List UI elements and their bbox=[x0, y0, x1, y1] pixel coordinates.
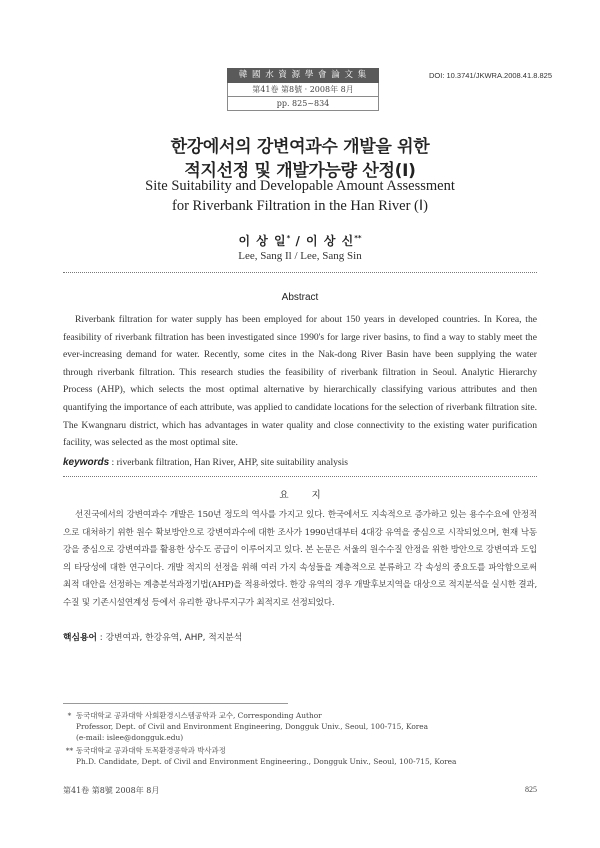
keywords-text: riverbank filtration, Han River, AHP, site suitability analysis bbox=[116, 457, 349, 468]
keywords-line bbox=[63, 457, 348, 468]
title-korean-line2: 적지선정 및 개발가능량 산정(Ⅰ) bbox=[184, 161, 416, 181]
divider-top bbox=[63, 272, 537, 273]
page-number: 825 bbox=[525, 785, 537, 794]
title-korean-line1: 한강에서의 강변여과수 개발을 위한 bbox=[170, 137, 430, 157]
authors-english: Lee, Sang Il / Lee, Sang Sin bbox=[238, 250, 362, 262]
keywords-korean-label: 핵심용어 bbox=[63, 633, 97, 643]
journal-volume: 第41卷 第8號 · 2008年 8月 bbox=[227, 83, 379, 97]
footnote-1-line3: (e-mail: islee@dongguk.edu) bbox=[76, 733, 184, 742]
keywords-korean-text: 강변여과, 한강유역, AHP, 적지분석 bbox=[105, 633, 243, 643]
title-english-line2: for Riverbank Filtration in the Han River (Ⅰ) bbox=[172, 198, 428, 214]
footer-issue: 第41卷 第8號 2008年 8月 bbox=[63, 786, 160, 795]
footnote-2-line2: Ph.D. Candidate, Dept. of Civil and Environment Engineering., Dongguk Univ., Seoul, 100-715, Korea bbox=[76, 757, 457, 766]
journal-pages: pp. 825~834 bbox=[227, 97, 379, 111]
footnote-2-mark: ** bbox=[65, 746, 74, 755]
yoji-body bbox=[63, 507, 537, 613]
doi: DOI: 10.3741/JKWRA.2008.41.8.825 bbox=[429, 71, 552, 80]
author-separator: / bbox=[290, 234, 307, 248]
abstract-heading: Abstract bbox=[281, 292, 319, 303]
footnote-rule bbox=[63, 703, 288, 704]
footnote-1-line2: Professor, Dept. of Civil and Environment Engineering, Dongguk Univ., Seoul, 100-715, Korea bbox=[76, 722, 429, 731]
yoji-paragraph: 선진국에서의 강변여과수 개발은 150년 정도의 역사를 가지고 있다. 한국에서도 지속적으로 증가하고 있는 용수수요에 안정적으로 대처하기 위한 원수 확보방안으로 강변여과수에 대한 조사가 1990년대부터 4대강 유역을 중심으로 시작되었으며, 현재 낙동강을 중심으로 강변여과를 활용한 상수도 공급이 이루어지고 있다. 본 논문은 서울의 원수수질 안정을 위한 방안으로 강변여과 도입의 타당성에 대한 연구이다. 개발 적지의 선정을 위해 여러 가지 속성들을 계층적으로 분류하고 각 속성의 중요도를 파악함으로써 최적 대안을 선정하는 계층분석과정기법(AHP)을 적용하였다. 한강 유역의 경우 개발후보지역을 대상으로 적지분석을 실시한 결과, 수질 및 기존시설연계성 등에서 유리한 광나루지구가 최적지로 선정되었다. bbox=[63, 510, 537, 608]
author2-name: 이 상 신 bbox=[306, 234, 355, 248]
footnote-1 bbox=[63, 710, 537, 743]
divider-middle bbox=[63, 476, 537, 477]
author1-mark: * bbox=[286, 234, 291, 242]
abstract-paragraph: Riverbank filtration for water supply has been employed for about 150 years in developed countries. In Korea, the feasibility of riverbank filtration has been investigated since 1990's for large river basins, to find a way to stably meet the ever-increasing demand for water. Recently, some cites in the Nak-dong River Basin have been supplying the water through riverbank filtration. This research studies the feasibility of riverbank filtration in Seoul. Analytic Hierarchy Process (AHP), which selects the most optimal alternative by hierarchically classifying various attributes and then quantifying the importance of each attribute, was applied to candidate locations for the selection of riverbank filtration site. The Kwangnaru district, which has advantages in water quality and close connectivity to the existing water purification facility, was selected as the most optimal site. bbox=[63, 314, 537, 449]
keywords-separator: : bbox=[109, 457, 117, 468]
keywords-label: keywords bbox=[63, 457, 110, 468]
footnote-1-mark: * bbox=[67, 711, 72, 720]
author2-mark: ** bbox=[354, 234, 362, 242]
authors-korean bbox=[0, 232, 600, 249]
journal-info-box bbox=[227, 68, 379, 111]
footnote-2 bbox=[63, 745, 537, 767]
footnotes bbox=[63, 710, 537, 767]
title-english-line1: Site Suitability and Developable Amount Assessment bbox=[145, 178, 455, 194]
footnote-2-line1: 동국대학교 공과대학 토목환경공학과 박사과정 bbox=[76, 746, 226, 755]
abstract-body bbox=[63, 311, 537, 452]
footnote-1-line1: 동국대학교 공과대학 사회환경시스템공학과 교수, Corresponding Author bbox=[76, 711, 322, 720]
keywords-korean-separator: : bbox=[97, 633, 106, 643]
keywords-korean-line bbox=[63, 630, 242, 643]
journal-name: 韓 國 水 資 源 學 會 論 文 集 bbox=[227, 68, 379, 83]
author1-name: 이 상 일 bbox=[238, 234, 287, 248]
yoji-heading: 요 지 bbox=[279, 490, 331, 501]
